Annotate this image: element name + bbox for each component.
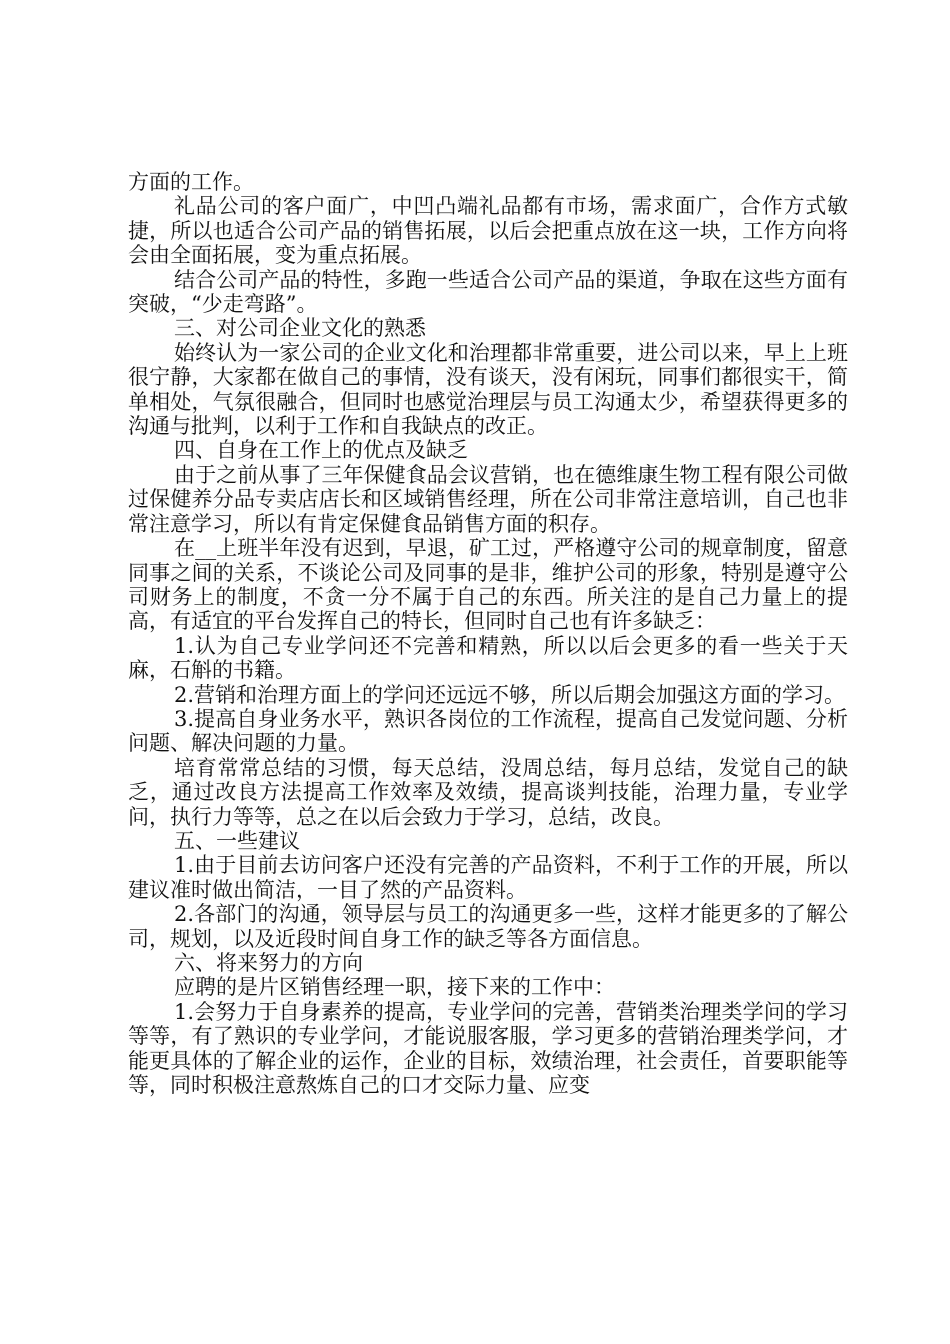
paragraph: 培育常常总结的习惯，每天总结，没周总结，每月总结，发觉自己的缺乏，通过改良方法提高工作效率及效绩，提高谈判技能，治理力量，专业学问，执行力等等，总之在以后会致力于学习，总结，改良。: [128, 755, 848, 829]
section-heading: 三、对公司企业文化的熟悉: [174, 316, 426, 341]
paragraph: 由于之前从事了三年保健食品会议营销，也在德维康生物工程有限公司做过保健养分品专卖店店长和区域销售经理，所在公司非常注意培训，自己也非常注意学习，所以有肯定保健食品销售方面的积存。: [128, 462, 848, 536]
list-item: 2.各部门的沟通，领导层与员工的沟通更多一些，这样才能更多的了解公司，规划，以及近段时间自身工作的缺乏等各方面信息。: [128, 902, 848, 951]
paragraph: 礼品公司的客户面广，中凹凸端礼品都有市场，需求面广，合作方式敏捷，所以也适合公司产品的销售拓展，以后会把重点放在这一块，工作方向将会由全面拓展，变为重点拓展。: [128, 194, 848, 268]
paragraph: 结合公司产品的特性，多跑一些适合公司产品的渠道，争取在这些方面有突破，“少走弯路”。: [128, 267, 848, 317]
section-heading: 六、将来努力的方向: [174, 951, 363, 975]
paragraph: 在__上班半年没有迟到，早退，矿工过，严格遵守公司的规章制度，留意同事之间的关系，不谈论公司及同事的是非，维护公司的形象，特别是遵守公司财务上的制度，不贪一分不属于自己的东西。所关注的是自己力量上的提高，有适宜的平台发挥自己的特长，但同时自己也有许多缺乏：: [128, 536, 848, 634]
document-body: [128, 170, 848, 1097]
list-item: 1.会努力于自身素养的提高，专业学问的完善，营销类治理类学问的学习等等，有了熟识的专业学问，才能说服客服，学习更多的营销治理类学问，才能更具体的了解企业的运作，企业的目标，效绩治理，社会责任，首要职能等等，同时积极注意熬炼自己的口才交际力量、应变: [128, 999, 848, 1098]
list-item: 1.由于目前去访问客户还没有完善的产品资料，不利于工作的开展，所以建议准时做出简洁，一目了然的产品资料。: [128, 853, 848, 902]
list-item: 1.认为自己专业学问还不完善和精熟，所以以后会更多的看一些关于天麻，石斛的书籍。: [128, 633, 848, 683]
paragraph: 应聘的是片区销售经理一职，接下来的工作中：: [174, 975, 615, 1000]
list-item: 2.营销和治理方面上的学问还远远不够，所以后期会加强这方面的学习。: [174, 682, 846, 707]
section-heading: 四、自身在工作上的优点及缺乏: [174, 438, 468, 463]
list-item: 3.提高自身业务水平，熟识各岗位的工作流程，提高自己发觉问题、分析问题、解决问题的力量。: [128, 706, 848, 756]
paragraph: 方面的工作。: [128, 170, 254, 194]
paragraph: 始终认为一家公司的企业文化和治理都非常重要，进公司以来，早上上班很宁静，大家都在做自己的事情，没有谈天，没有闲玩，同事们都很实干，简单相处，气氛很融合，但同时也感觉治理层与员工沟通太少，希望获得更多的沟通与批判，以利于工作和自我缺点的改正。: [128, 340, 848, 439]
section-heading: 五、一些建议: [174, 828, 300, 853]
